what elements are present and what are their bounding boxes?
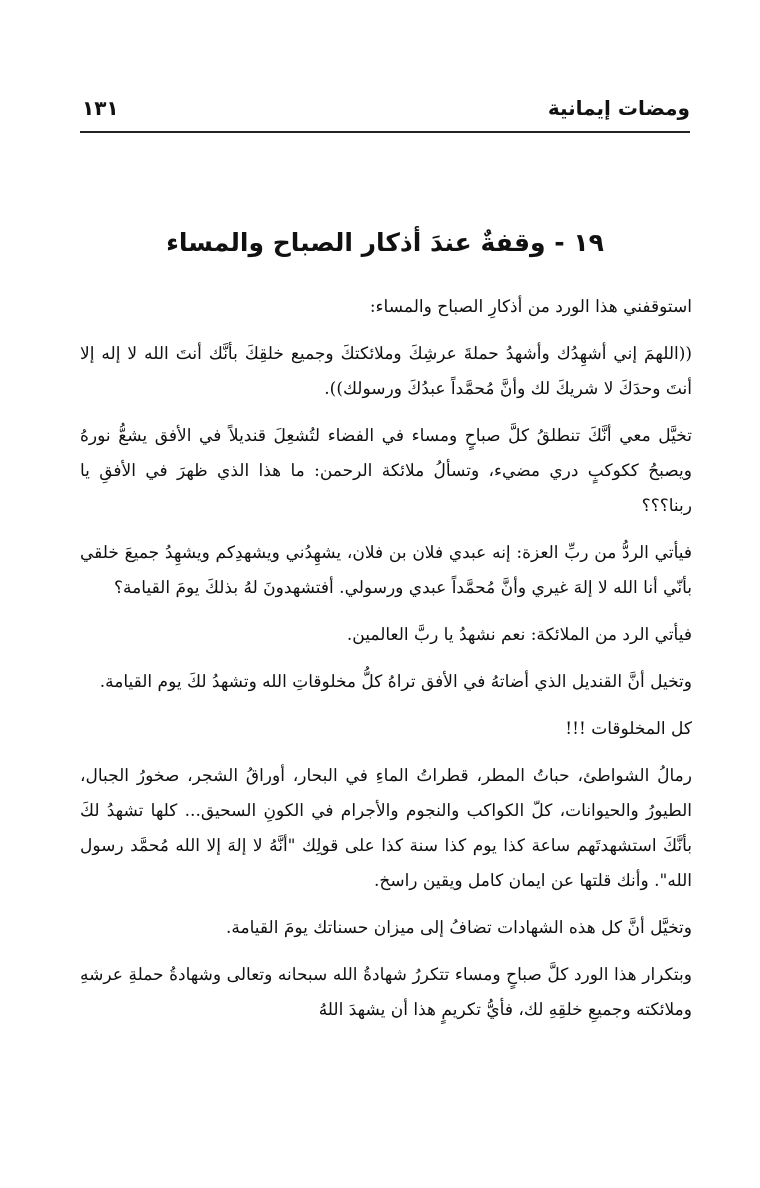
body-text <box>80 290 692 1040</box>
paragraph: فيأتي الردُّ من ربِّ العزة: إنه عبدي فلان بن فلان، يشهِدُني ويشهدِكم ويشهِدُ جميعَ خلقي بأنّي أنا الله لا إلهَ غيري وأنَّ مُحمَّداً عبدي ورسولي. أفتشهدونَ لهُ بذلكَ يومَ القيامة؟ <box>80 543 692 598</box>
running-title: ومضات إيمانية <box>547 96 690 120</box>
paragraph: استوقفني هذا الورد من أذكارِ الصباح والمساء: <box>369 297 692 317</box>
paragraph: وتخيَّل أنَّ كل هذه الشهادات تضافُ إلى ميزان حسناتك يومَ القيامة. <box>226 918 692 938</box>
paragraph: ((اللهمَ إني أشهِدُك وأشهدُ حملةَ عرشِكَ وملائكتكَ وجميع خلقِكَ بأنَّك أنتَ الله لا إله إلا أنتَ وحدَكَ لا شريكَ لك وأنَّ مُحمَّداً عبدُكَ ورسولك)). <box>80 344 692 399</box>
paragraph: رمالُ الشواطئ، حباتُ المطر، قطراتُ الماءِ في البحار، أوراقُ الشجر، صخورُ الجبال، الطيورُ والحيوانات، كلّ الكواكب والنجوم والأجرام في الكونِ السحيق... كلها تشهدُ لكَ بأنَّكَ استشهدتَهم ساعة كذا يوم كذا سنة كذا على قولِك "أنَّهُ لا إلهَ إلا الله مُحمَّد رسول الله". وأنك قلتها عن ايمان كامل ويقين راسخ. <box>80 766 692 891</box>
page-number: ١٣١ <box>82 96 119 120</box>
paragraph: كل المخلوقات !!! <box>565 719 692 739</box>
header-divider <box>80 131 690 133</box>
page-header <box>80 88 690 128</box>
paragraph: وتخيل أنَّ القنديل الذي أضاتهُ في الأفق تراهُ كلُّ مخلوقاتِ الله وتشهدُ لكَ يوم القيامة. <box>99 672 692 692</box>
paragraph: تخيَّل معي أنَّكَ تنطلقُ كلَّ صباحٍ ومساء في الفضاء لتُشعِلَ قنديلاً في الأفق يشعُّ نورهُ ويصبحُ ككوكبٍ دري مضيء، وتسألُ ملائكة الرحمن: ما هذا الذي ظهرَ في الأفقِ يا ربنا؟؟؟ <box>80 426 692 516</box>
paragraph: فيأتي الرد من الملائكة: نعم نشهدُ يا ربَّ العالمين. <box>346 625 692 645</box>
chapter-title: ١٩ - وقفةٌ عندَ أذكار الصباح والمساء <box>166 228 604 257</box>
paragraph: وبتكرار هذا الورد كلَّ صباحٍ ومساء تتكررُ شهادةُ الله سبحانه وتعالى وشهادةُ حملةِ عرشهِ وملائكته وجميعِ خلقِهِ لك، فأيُّ تكريمٍ هذا أن يشهدَ اللهُ <box>80 965 693 1020</box>
